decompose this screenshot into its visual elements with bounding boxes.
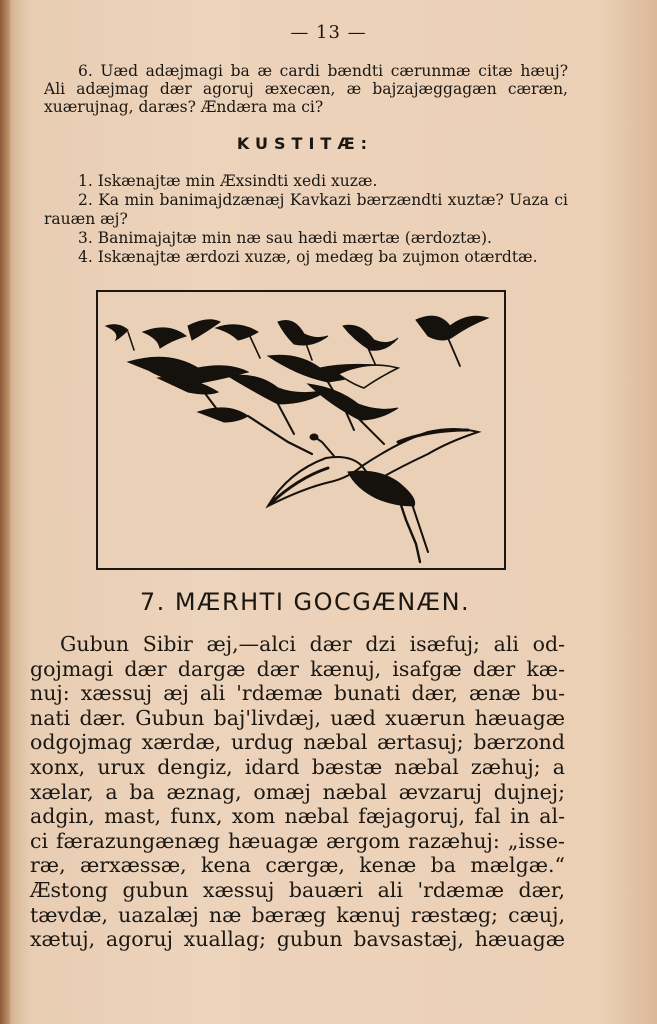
chapter-title: 7. MÆRHTI GOCGÆNÆN. [139, 588, 471, 616]
section-heading: KUSTITÆ: [236, 134, 374, 153]
task-item: 1. Iskænajtæ min Æxsindti xedi xuzæ. [78, 172, 378, 190]
book-spine [0, 0, 10, 1024]
flying-cranes-drawing [98, 292, 504, 568]
text-line: Æstong gubun xæssuj bauæri ali 'rdæmæ dær, [30, 877, 565, 902]
text-line: ræ, ærxæssæ, kena cærgæ, kenæ ba mælgæ.“ [30, 853, 565, 878]
cranes-illustration [96, 290, 506, 570]
task-item: 4. Iskænajtæ ærdozi xuzæ, oj medæg ba zujmon otærdtæ. [78, 248, 538, 266]
text-line: nati dær. Gubun baj'livdæj, uæd xuærun hæuagæ [30, 705, 565, 730]
text-line: xælar, a ba æznag, omæj næbal ævzaruj dujnej; [30, 779, 565, 804]
task-item: 3. Banimajajtæ min næ sau hædi mærtæ (ærdoztæ). [78, 229, 492, 247]
chapter-body [30, 632, 565, 952]
text-line: ci færazungænæg hæuagæ ærgom razæhuj: „isse- [30, 828, 565, 853]
text-line: Gubun Sibir æj,—alci dær dzi isæfuj; ali od- [60, 632, 565, 656]
text-line: xætuj, agoruj xuallag; gubun bavsastæj, hæuagæ [30, 927, 565, 952]
text-line: xonx, urux dengiz, idard bæstæ næbal zæhuj; a [30, 754, 565, 779]
task-list [44, 172, 568, 267]
text-line: tævdæ, uazalæj næ bæræg kænuj ræstæg; cæuj, [30, 902, 565, 927]
text-line: odgojmag xærdæ, urdug næbal ærtasuj; bærzond [30, 730, 565, 755]
question-block [44, 62, 568, 116]
text-line: nuj: xæssuj æj ali 'rdæmæ bunati dær, ænæ bu- [30, 681, 565, 706]
task-item: 2. Ka min banimajdzænæj Kavkazi bærzændti xuztæ? Uaza ci rauæn æj? [44, 191, 568, 228]
question-paragraph: 6. Uæd adæjmagi ba æ cardi bændti cærunmæ citæ hæuj? Ali adæjmag dær agoruj æxecæn, æ bajzajæggagæn cæræn, xuærujnag, daræs? Ændæra ma ci? [44, 62, 568, 116]
page-number: — 13 — [290, 22, 367, 43]
text-line: adgin, mast, funx, xom næbal fæjagoruj, fal in al- [30, 804, 565, 829]
text-line: gojmagi dær dargæ dær kænuj, isafgæ dær kæ- [30, 656, 565, 681]
